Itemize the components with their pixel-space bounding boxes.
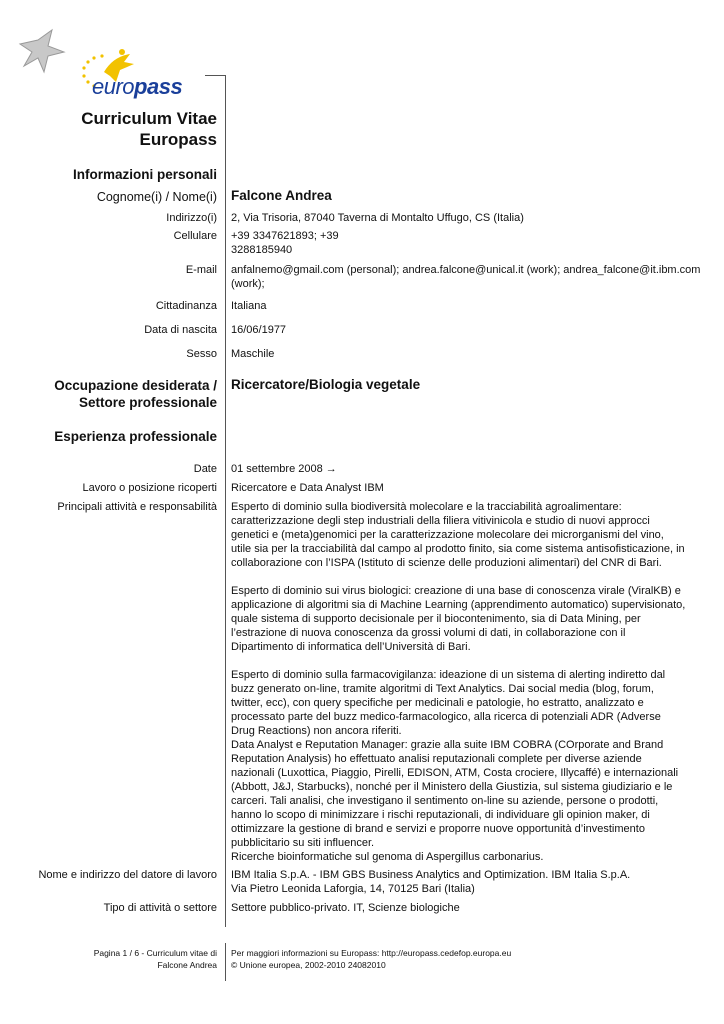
activity-paragraph: Esperto di dominio sulla biodiversità molecolare e la tracciabilità agroalimentare: caratterizzazione degli step industriali della filiera vitivinicola e studio di nuovi approcci genetici e (meta)genomici per la caratterizzazione molecolare dei microrganismi del vino, utile sia per la tracciabilità dal campo al prodotto finito, sia come sistema antisofisticazione, in collaborazione con l’ISPA (Istituto di scienze delle produzioni alimentari) del CNR di Bari. <box>231 501 685 569</box>
phone-value-line2: 3288185940 <box>231 244 293 256</box>
footer-info-line1: Per maggiori informazioni su Europass: http://europass.cedefop.europa.eu <box>231 948 512 958</box>
sex-value: Maschile <box>231 348 275 360</box>
occupation-label <box>54 377 217 411</box>
occupation-label-line1: Occupazione desiderata / <box>54 378 217 393</box>
employer-value-line1: IBM Italia S.p.A. - IBM GBS Business Analytics and Optimization. IBM Italia S.p.A. <box>231 869 631 881</box>
email-value <box>231 263 700 291</box>
birthdate-label: Data di nascita <box>144 324 217 336</box>
footer-info-line2: © Unione europea, 2002-2010 24082010 <box>231 960 386 970</box>
section-experience: Esperienza professionale <box>54 429 217 444</box>
date-value: 01 settembre 2008 → <box>231 463 337 475</box>
employer-value <box>231 868 630 896</box>
email-value-line2: (work); <box>231 278 265 290</box>
sex-label: Sesso <box>186 348 217 360</box>
phone-value-line1: +39 3347621893; +39 <box>231 230 339 242</box>
activity-paragraph: Data Analyst e Reputation Manager: grazie alla suite IBM COBRA (COrporate and Brand Reputation Analysis) ho effettuato analisi reputazionali complete per diverse aziende nazionali (Luxottica, Piaggio, Pirelli, EDISON, ATM, Costa crociere, Illycaffé) e internazionali (Abbott, J&J, Starbucks), nonché per il Ministero della Giustizia, sul sistema giudiziario e le carceri. Tali analisi, che investigano il sentimento on-line su aziende, persone o prodotti, hanno lo scopo di minimizzare i rischi reputazionali, di individuare gli opinion maker, di ottimizzare la gestione di brand e servizi e proporre nuove opportunità d’investimento pubblicitario su siti influencer. <box>231 739 679 849</box>
cv-title-line2: Europass <box>139 130 217 149</box>
activity-paragraph: Esperto di dominio sulla farmacovigilanza: ideazione di un sistema di alerting indiretto dal buzz generato on-line, tramite algoritmi di Text Analytics. Dai social media (blog, forum, twitter, ecc), con query specifiche per medicinali e patologie, ho estratto, analizzato e processato parte del buzz medico-farmacologico, alla ricerca di potenziali ADR (Adverse Drug Reactions) non ancora riferiti. <box>231 669 666 737</box>
activity-paragraph: Ricerche bioinformatiche sul genoma di Aspergillus carbonarius. <box>231 851 544 863</box>
footer-page-line1: Pagina 1 / 6 - Curriculum vitae di <box>93 948 217 958</box>
sector-label: Tipo di attività o settore <box>103 902 217 914</box>
occupation-value: Ricercatore/Biologia vegetale <box>231 377 421 392</box>
europass-wordmark <box>92 74 182 100</box>
sector-value: Settore pubblico-privato. IT, Scienze biologiche <box>231 902 460 914</box>
footer-europass-info <box>231 947 511 971</box>
name-value: Falcone Andrea <box>231 188 332 203</box>
occupation-label-line2: Settore professionale <box>78 395 217 410</box>
name-label: Cognome(i) / Nome(i) <box>96 190 217 204</box>
europass-star-shape-icon <box>20 30 64 72</box>
citizenship-value: Italiana <box>231 300 267 312</box>
phone-label: Cellulare <box>173 230 217 242</box>
address-label: Indirizzo(i) <box>166 212 217 224</box>
employer-label: Nome e indirizzo del datore di lavoro <box>38 869 217 881</box>
date-label: Date <box>193 463 217 475</box>
wordmark-euro: euro <box>92 74 135 99</box>
footer-page-line2: Falcone Andrea <box>157 960 217 970</box>
job-label: Lavoro o posizione ricoperti <box>82 482 217 494</box>
email-value-line1: anfalnemo@gmail.com (personal); andrea.falcone@unical.it (work); andrea_falcone@it.ibm.com <box>231 264 701 276</box>
activity-paragraph: Esperto di dominio sui virus biologici: creazione di una base di conoscenza virale (ViralKB) e applicazione di algoritmi sia di Machine Learning (apprendimento automatico) supervisionato, quale sistema di supporto decisionale per il biocontenimento, sia di Data Mining, per l’estrazione di nuova conoscenza da grossi volumi di dati, in collaborazione con il Dipartimento di informatica dell’Università di Bari. <box>231 585 686 653</box>
citizenship-label: Cittadinanza <box>155 300 217 312</box>
phone-value <box>231 229 339 257</box>
cv-title-line1: Curriculum Vitae <box>81 109 217 128</box>
employer-value-line2: Via Pietro Leonida Laforgia, 14, 70125 Bari (Italia) <box>231 883 475 895</box>
activities-label: Principali attività e responsabilità <box>57 501 217 513</box>
email-label: E-mail <box>185 264 217 276</box>
section-personal-info: Informazioni personali <box>72 167 217 182</box>
address-value: 2, Via Trisoria, 87040 Taverna di Montalto Uffugo, CS (Italia) <box>231 212 524 224</box>
wordmark-pass: pass <box>134 74 183 99</box>
birthdate-value: 16/06/1977 <box>231 324 287 336</box>
footer-page-info <box>94 947 217 971</box>
footer-divider <box>225 943 226 981</box>
job-value: Ricercatore e Data Analyst IBM <box>231 482 384 494</box>
cv-title <box>81 108 217 150</box>
column-divider <box>225 75 226 927</box>
divider-cap <box>205 75 225 76</box>
